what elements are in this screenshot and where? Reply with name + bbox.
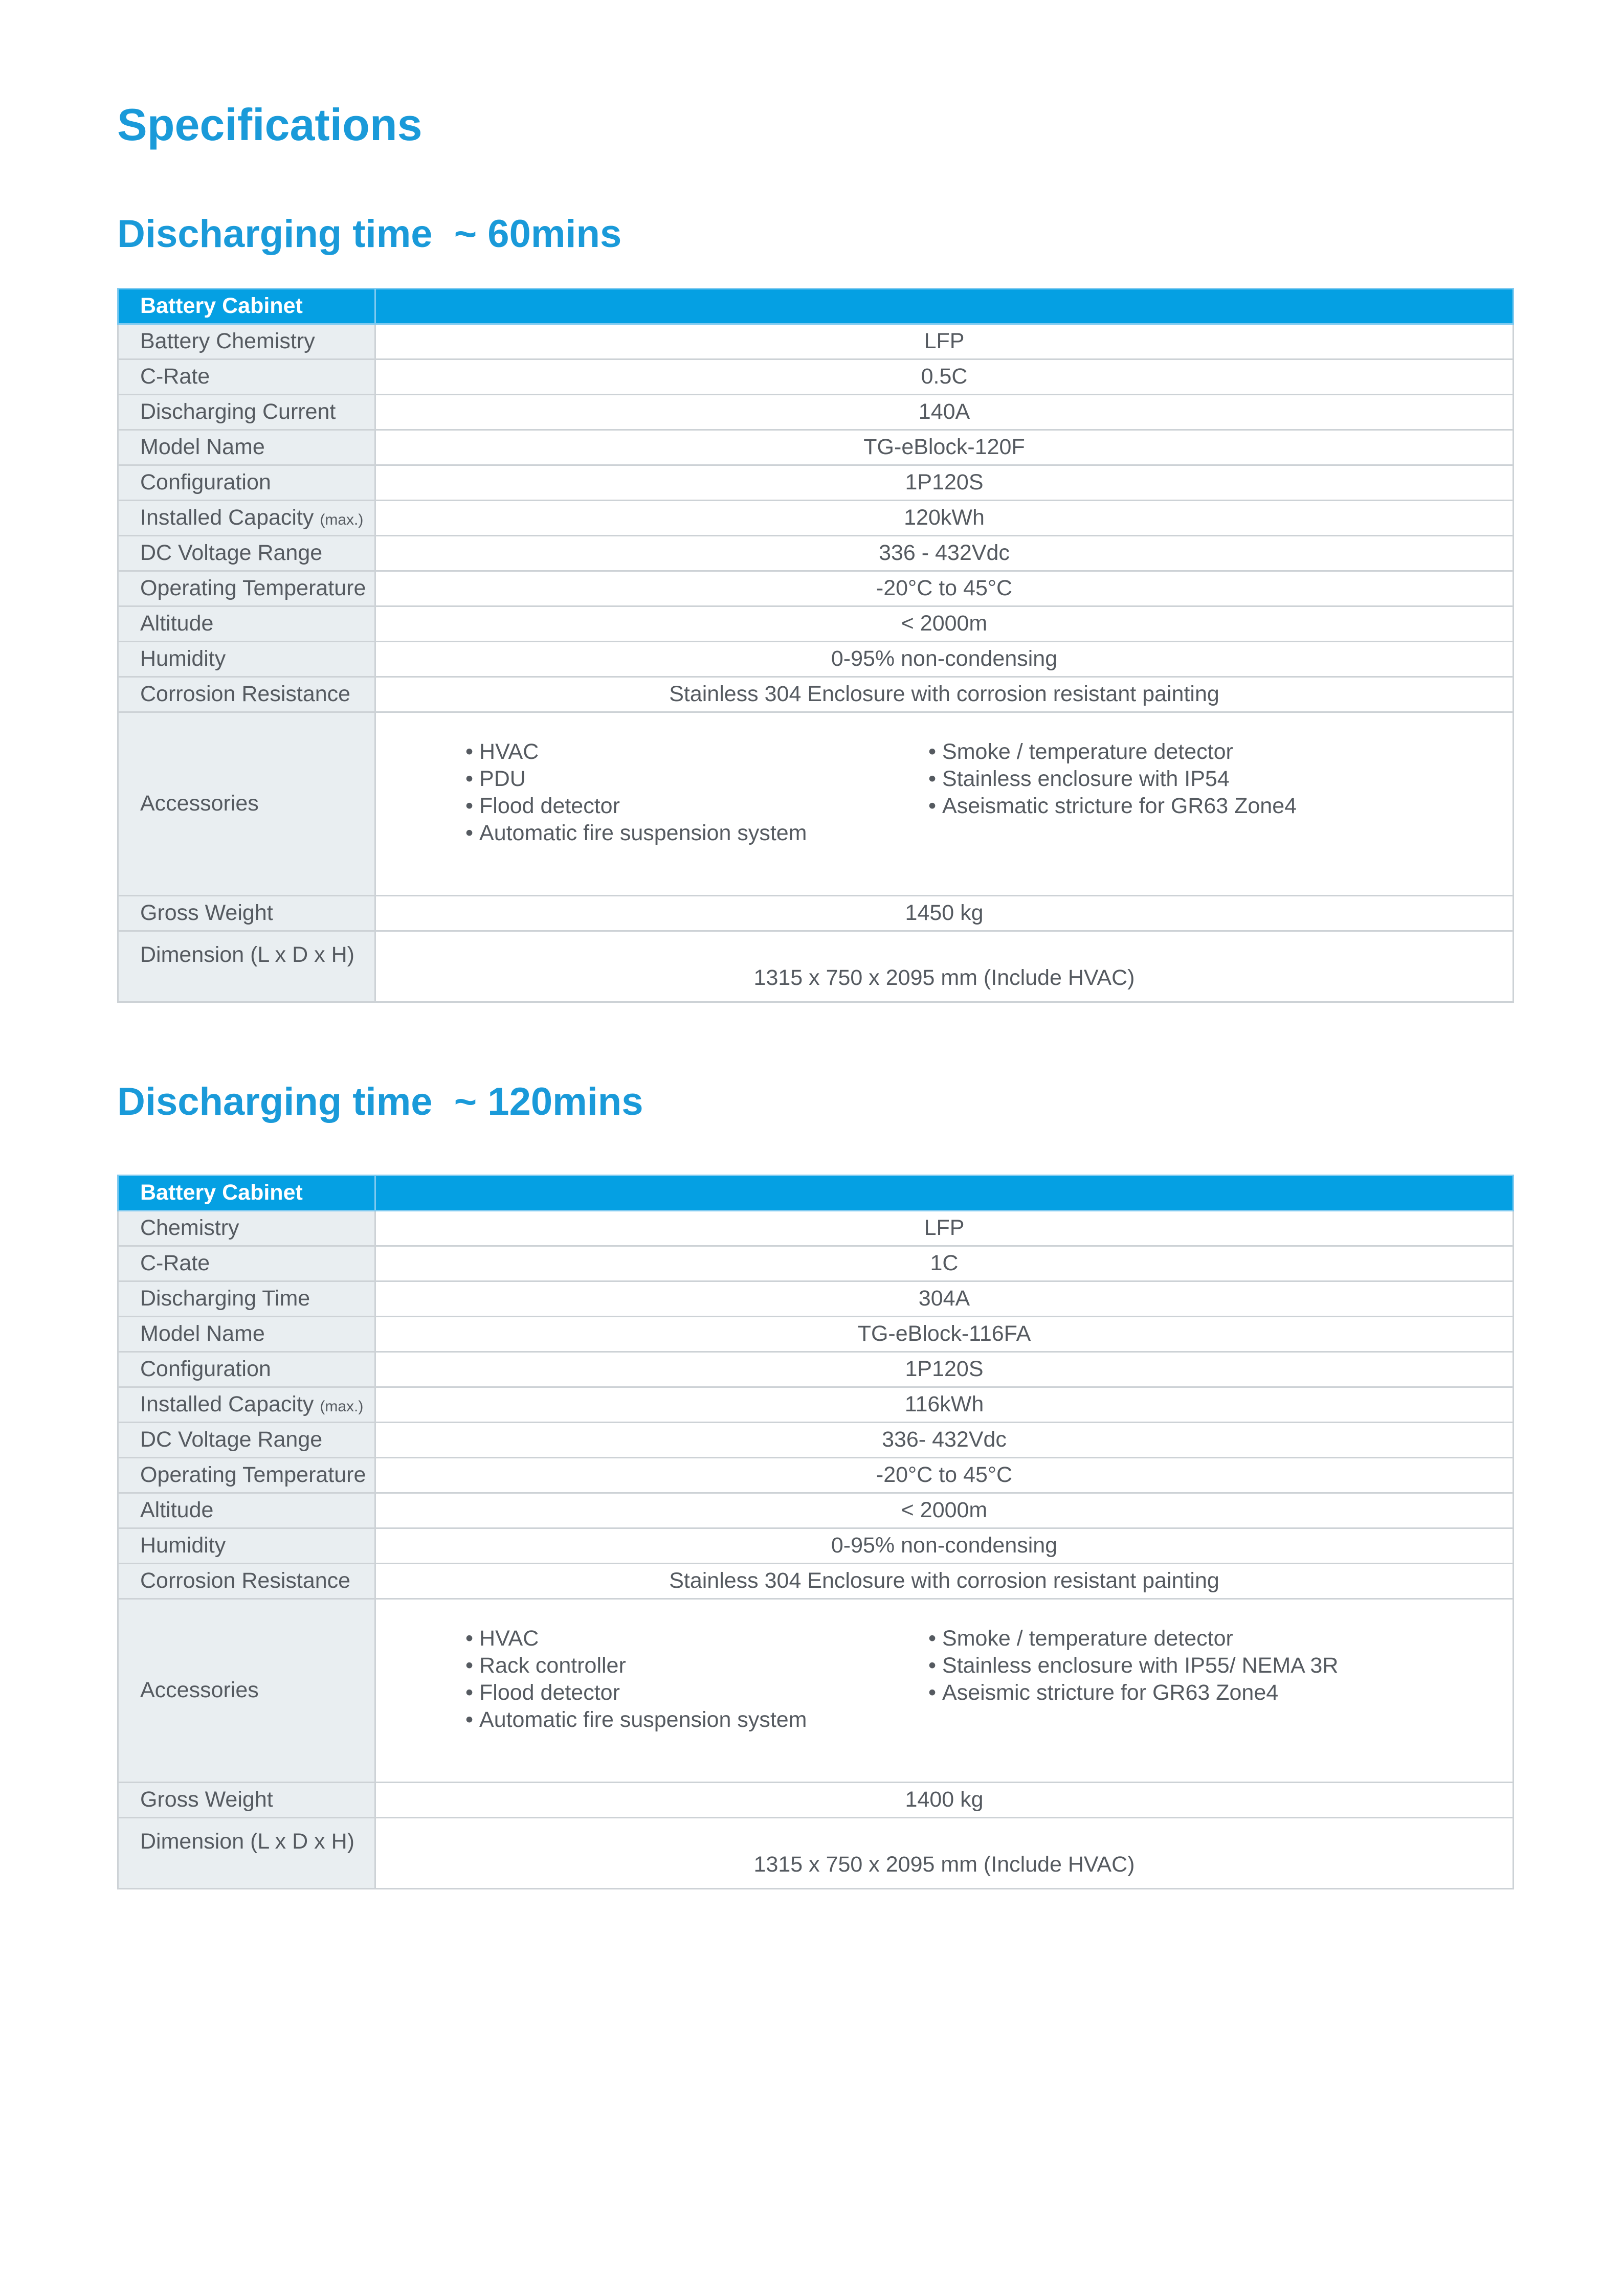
accessories-row <box>118 1599 1514 1783</box>
table-row <box>118 1528 1514 1564</box>
list-item: • Smoke / temperature detector <box>928 738 1297 766</box>
row-value: 1C <box>375 1246 1514 1281</box>
accessories-list-right <box>928 1625 1338 1706</box>
list-item: • Automatic fire suspension system <box>465 1706 807 1734</box>
table-row <box>118 677 1514 712</box>
table-row <box>118 1493 1514 1528</box>
table-header-blank <box>375 289 1514 324</box>
row-value: LFP <box>375 324 1514 359</box>
list-item: • Smoke / temperature detector <box>928 1625 1338 1652</box>
row-label <box>118 501 375 536</box>
list-item: • Flood detector <box>465 793 807 820</box>
dimension-value-text: 1315 x 750 x 2095 mm (Include HVAC) <box>753 1852 1135 1877</box>
row-value: 336 - 432Vdc <box>375 536 1514 571</box>
row-label <box>118 1387 375 1423</box>
dimension-value-text: 1315 x 750 x 2095 mm (Include HVAC) <box>753 965 1135 991</box>
row-value: 0.5C <box>375 359 1514 395</box>
table-header-label: Battery Cabinet <box>118 1176 375 1211</box>
row-value: 1P120S <box>375 465 1514 501</box>
row-label: Model Name <box>118 430 375 465</box>
accessories-label: Accessories <box>118 712 375 896</box>
table-row <box>118 1281 1514 1317</box>
row-label: Humidity <box>118 1528 375 1564</box>
dimension-label-text: Dimension (L x D x H) <box>140 1829 354 1854</box>
row-label: Altitude <box>118 606 375 642</box>
table-row <box>118 642 1514 677</box>
dimension-label-text: Dimension (L x D x H) <box>140 942 354 967</box>
table-header-row <box>118 1176 1514 1211</box>
dimension-row <box>118 1818 1514 1889</box>
gross-weight-value: 1400 kg <box>375 1783 1514 1818</box>
page-title: Specifications <box>117 99 422 150</box>
row-value: 304A <box>375 1281 1514 1317</box>
table-row <box>118 1458 1514 1493</box>
accessories-list-left <box>465 738 807 847</box>
row-label: Humidity <box>118 642 375 677</box>
gross-weight-row <box>118 896 1514 931</box>
table-header-label: Battery Cabinet <box>118 289 375 324</box>
row-value: Stainless 304 Enclosure with corrosion resistant painting <box>375 677 1514 712</box>
gross-weight-row <box>118 1783 1514 1818</box>
row-label: Discharging Time <box>118 1281 375 1317</box>
row-label: Altitude <box>118 1493 375 1528</box>
row-label: C-Rate <box>118 359 375 395</box>
table-row <box>118 1317 1514 1352</box>
list-item: • Flood detector <box>465 1679 807 1706</box>
row-label: Battery Chemistry <box>118 324 375 359</box>
row-label-note: (max.) <box>320 511 364 529</box>
table-row <box>118 501 1514 536</box>
gross-weight-label: Gross Weight <box>118 896 375 931</box>
list-item: • Aseismatic stricture for GR63 Zone4 <box>928 793 1297 820</box>
table-header-blank <box>375 1176 1514 1211</box>
list-item: • Rack controller <box>465 1652 807 1679</box>
accessories-list-left <box>465 1625 807 1734</box>
row-value: -20°C to 45°C <box>375 1458 1514 1493</box>
table-row <box>118 1387 1514 1423</box>
list-item: • Stainless enclosure with IP55/ NEMA 3R <box>928 1652 1338 1679</box>
row-label-text: Installed Capacity <box>140 505 314 530</box>
row-value: 0-95% non-condensing <box>375 1528 1514 1564</box>
row-label: Operating Temperature <box>118 1458 375 1493</box>
dimension-value <box>375 931 1514 1002</box>
spec-table-60mins <box>117 288 1514 1003</box>
row-label-note: (max.) <box>320 1398 364 1415</box>
row-label: Configuration <box>118 465 375 501</box>
row-label: Configuration <box>118 1352 375 1387</box>
spec-table-120mins <box>117 1175 1514 1889</box>
row-value: 120kWh <box>375 501 1514 536</box>
accessories-row <box>118 712 1514 896</box>
row-value: 1P120S <box>375 1352 1514 1387</box>
table-row <box>118 359 1514 395</box>
table-row <box>118 1564 1514 1599</box>
table-row <box>118 1211 1514 1246</box>
accessories-value <box>375 712 1514 896</box>
list-item: • HVAC <box>465 738 807 766</box>
table-row <box>118 1423 1514 1458</box>
row-label: C-Rate <box>118 1246 375 1281</box>
dimension-row <box>118 931 1514 1002</box>
row-label: Corrosion Resistance <box>118 677 375 712</box>
row-value: TG-eBlock-116FA <box>375 1317 1514 1352</box>
dimension-label <box>118 1818 375 1889</box>
section-heading-60mins: Discharging time ~ 60mins <box>117 212 622 256</box>
row-label: DC Voltage Range <box>118 536 375 571</box>
row-value: < 2000m <box>375 1493 1514 1528</box>
row-label: DC Voltage Range <box>118 1423 375 1458</box>
row-value: < 2000m <box>375 606 1514 642</box>
accessories-label: Accessories <box>118 1599 375 1783</box>
row-value: LFP <box>375 1211 1514 1246</box>
gross-weight-value: 1450 kg <box>375 896 1514 931</box>
list-item: • Stainless enclosure with IP54 <box>928 766 1297 793</box>
row-label: Model Name <box>118 1317 375 1352</box>
row-label: Discharging Current <box>118 395 375 430</box>
dimension-label <box>118 931 375 1002</box>
table-row <box>118 430 1514 465</box>
table-row <box>118 324 1514 359</box>
row-label-text: Installed Capacity <box>140 1392 314 1417</box>
table-row <box>118 1352 1514 1387</box>
row-value: 336- 432Vdc <box>375 1423 1514 1458</box>
accessories-value <box>375 1599 1514 1783</box>
row-value: 0-95% non-condensing <box>375 642 1514 677</box>
table-row <box>118 1246 1514 1281</box>
list-item: • PDU <box>465 766 807 793</box>
gross-weight-label: Gross Weight <box>118 1783 375 1818</box>
table-row <box>118 606 1514 642</box>
row-label: Chemistry <box>118 1211 375 1246</box>
row-value: -20°C to 45°C <box>375 571 1514 606</box>
row-label: Operating Temperature <box>118 571 375 606</box>
table-row <box>118 536 1514 571</box>
row-value: 116kWh <box>375 1387 1514 1423</box>
list-item: • Automatic fire suspension system <box>465 820 807 847</box>
section-heading-120mins: Discharging time ~ 120mins <box>117 1080 643 1123</box>
table-row <box>118 465 1514 501</box>
table-header-row <box>118 289 1514 324</box>
row-value: 140A <box>375 395 1514 430</box>
dimension-value <box>375 1818 1514 1889</box>
table-row <box>118 571 1514 606</box>
row-value: Stainless 304 Enclosure with corrosion resistant painting <box>375 1564 1514 1599</box>
row-value: TG-eBlock-120F <box>375 430 1514 465</box>
accessories-list-right <box>928 738 1297 820</box>
row-label: Corrosion Resistance <box>118 1564 375 1599</box>
list-item: • Aseismic stricture for GR63 Zone4 <box>928 1679 1338 1706</box>
list-item: • HVAC <box>465 1625 807 1652</box>
table-row <box>118 395 1514 430</box>
